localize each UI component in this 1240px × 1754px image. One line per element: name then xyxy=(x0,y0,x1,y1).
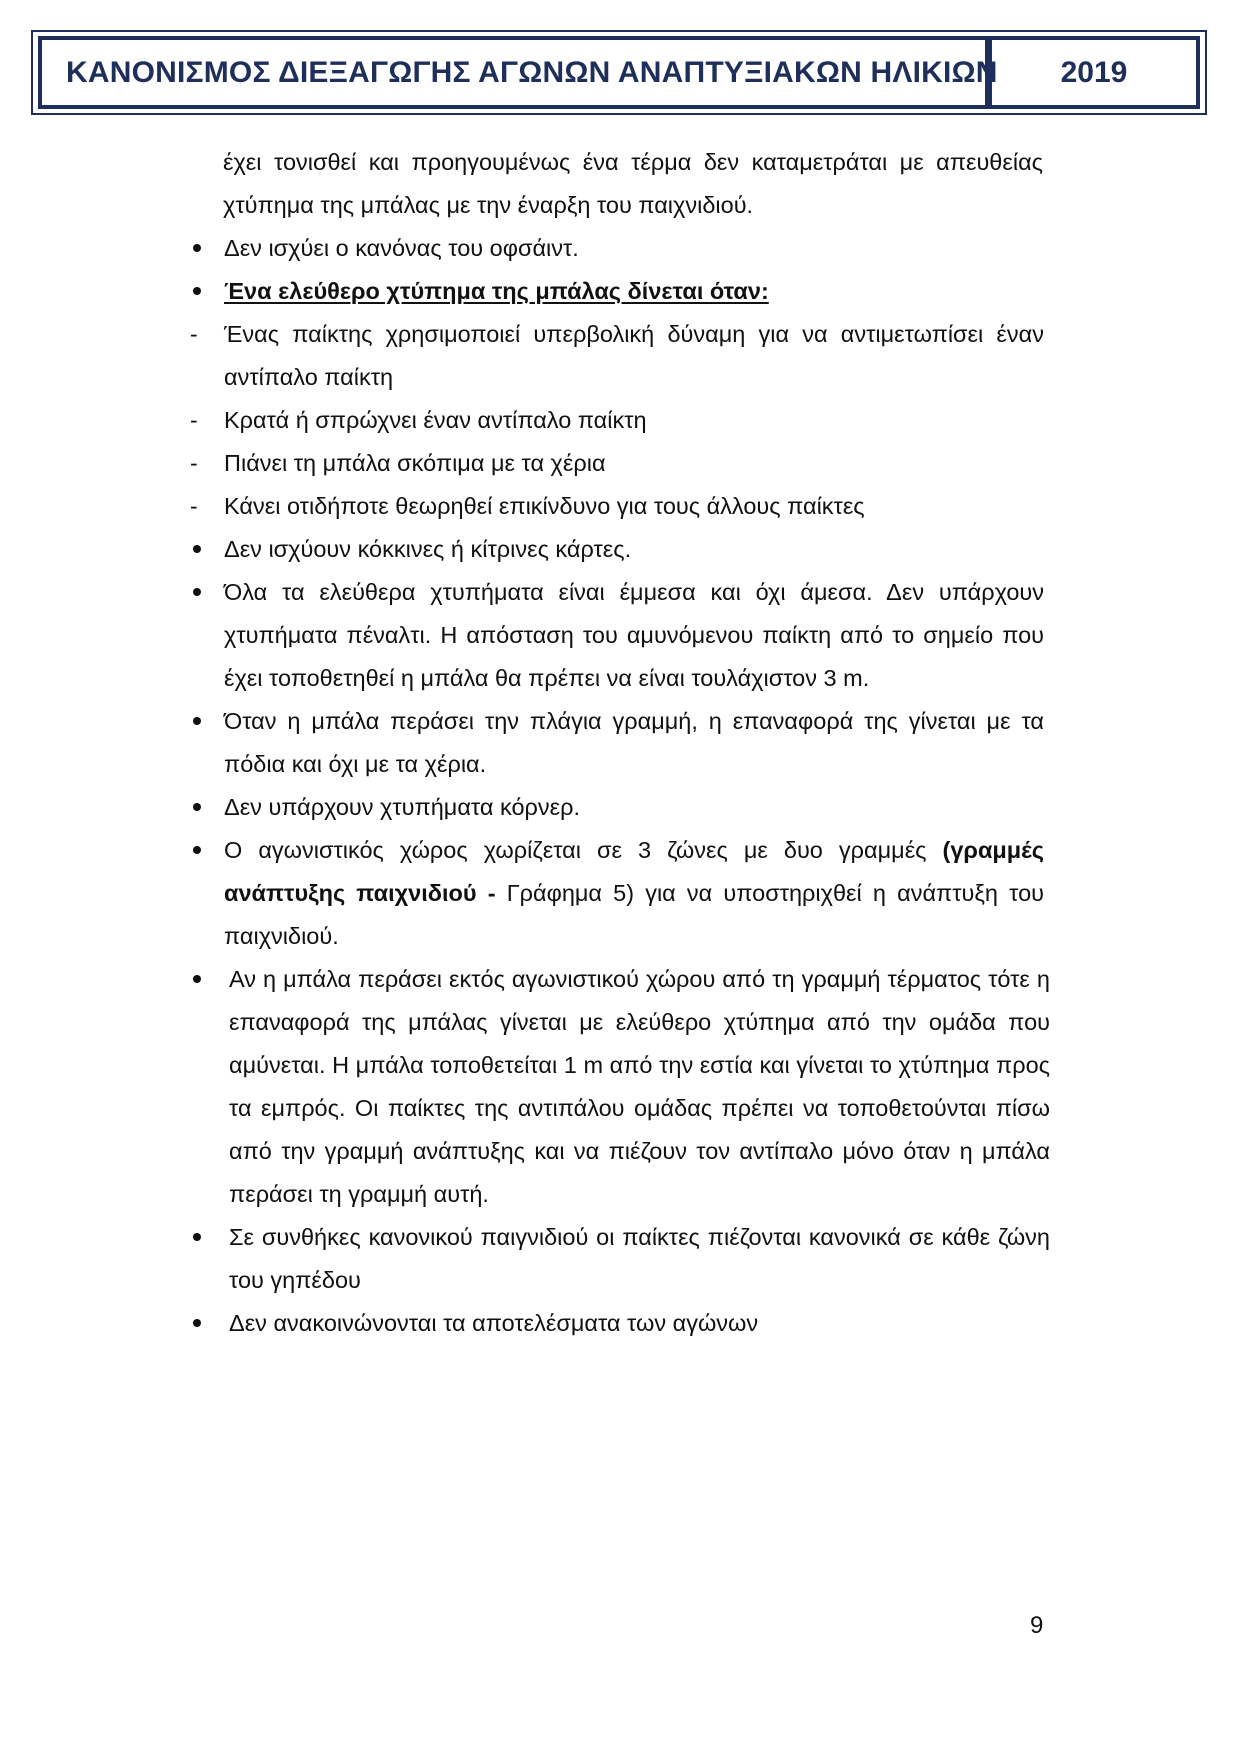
dash-item xyxy=(0,313,1240,399)
list-item-text: Δεν υπάρχουν χτυπήματα κόρνερ. xyxy=(224,794,581,820)
dash-item xyxy=(0,485,1240,528)
dash-item-text: Κάνει οτιδήποτε θεωρηθεί επικίνδυνο για τους άλλους παίκτες xyxy=(224,493,865,519)
dash-icon: - xyxy=(190,321,198,347)
list-item xyxy=(0,958,1240,1216)
document-header xyxy=(31,30,1207,115)
list-item xyxy=(0,227,1240,270)
free-kick-heading: Ένα ελεύθερο χτύπημα της μπάλας δίνεται όταν: xyxy=(224,278,769,304)
dash-icon: - xyxy=(190,407,198,433)
list-item-text: Δεν ισχύει ο κανόνας του οφσάιντ. xyxy=(224,235,579,261)
dash-item-text: Κρατά ή σπρώχνει έναν αντίπαλο παίκτη xyxy=(224,407,647,433)
continuation-paragraph: έχει τονισθεί και προηγουμένως ένα τέρμα δεν καταμετράται με απευθείας χτύπημα της μπάλας με την έναρξη του παιχνιδιού. xyxy=(223,149,1043,218)
header-year: 2019 xyxy=(1060,55,1128,89)
dash-icon: - xyxy=(190,450,198,476)
list-item-text: Σε συνθήκες κανονικού παιγνιδιού οι παίκτες πιέζονται κανονικά σε κάθε ζώνη του γηπέδου xyxy=(229,1224,1050,1293)
header-title: ΚΑΝΟΝΙΣΜΟΣ ΔΙΕΞΑΓΩΓΗΣ ΑΓΩΝΩΝ ΑΝΑΠΤΥΞΙΑΚΩΝ ΗΛΙΚΙΩΝ xyxy=(42,40,992,105)
zones-text-bold: (γραμμές ανάπτυξης παιχνιδιού - xyxy=(224,837,1044,906)
dash-icon: - xyxy=(190,493,198,519)
page-number: 9 xyxy=(1030,1612,1044,1639)
list-item-text: Δεν ανακοινώνονται τα αποτελέσματα των αγώνων xyxy=(229,1310,759,1336)
list-item-text: Αν η μπάλα περάσει εκτός αγωνιστικού χώρου από τη γραμμή τέρματος τότε η επαναφορά της μπάλας γίνεται με ελεύθερο χτύπημα από την ομάδα που αμύνεται. Η μπάλα τοποθετείται 1 m από την εστία και γίνεται το χτύπημα προς τα εμπρός. Οι παίκτες της αντιπάλου ομάδας πρέπει να τοποθετούνται πίσω από την γραμμή ανάπτυξης και να πιέζουν τον αντίπαλο μόνο όταν η μπάλα περάσει τη γραμμή αυτή. xyxy=(229,966,1050,1207)
list-item xyxy=(0,1216,1240,1302)
page-body xyxy=(0,141,1240,1345)
dash-item-text: Πιάνει τη μπάλα σκόπιμα με τα χέρια xyxy=(224,450,606,476)
dash-item xyxy=(0,399,1240,442)
list-item xyxy=(0,571,1240,700)
list-item-text: Όταν η μπάλα περάσει την πλάγια γραμμή, η επαναφορά της γίνεται με τα πόδια και όχι με τα χέρια. xyxy=(224,708,1044,777)
list-item xyxy=(0,829,1240,958)
list-item xyxy=(0,270,1240,313)
dash-item xyxy=(0,442,1240,485)
zones-text-end: Γράφημα 5) για να υποστηριχθεί η ανάπτυξη του παιχνιδιού. xyxy=(224,880,1044,949)
list-item xyxy=(0,528,1240,571)
list-item xyxy=(0,1302,1240,1345)
zones-text-start: Ο αγωνιστικός χώρος χωρίζεται σε 3 ζώνες με δυο γραμμές xyxy=(224,837,943,863)
list-item-text: Δεν ισχύουν κόκκινες ή κίτρινες κάρτες. xyxy=(224,536,632,562)
list-item xyxy=(0,700,1240,786)
list-item-text xyxy=(224,829,1044,958)
dash-item-text: Ένας παίκτης χρησιμοποιεί υπερβολική δύναμη για να αντιμετωπίσει έναν αντίπαλο παίκτη xyxy=(224,321,1044,390)
list-item-text: Όλα τα ελεύθερα χτυπήματα είναι έμμεσα και όχι άμεσα. Δεν υπάρχουν χτυπήματα πέναλτι. Η απόσταση του αμυνόμενου παίκτη από το σημείο που έχει τοποθετηθεί η μπάλα θα πρέπει να είναι τουλάχιστον 3 m. xyxy=(224,579,1044,691)
list-item xyxy=(0,786,1240,829)
header-frame xyxy=(38,36,1200,109)
